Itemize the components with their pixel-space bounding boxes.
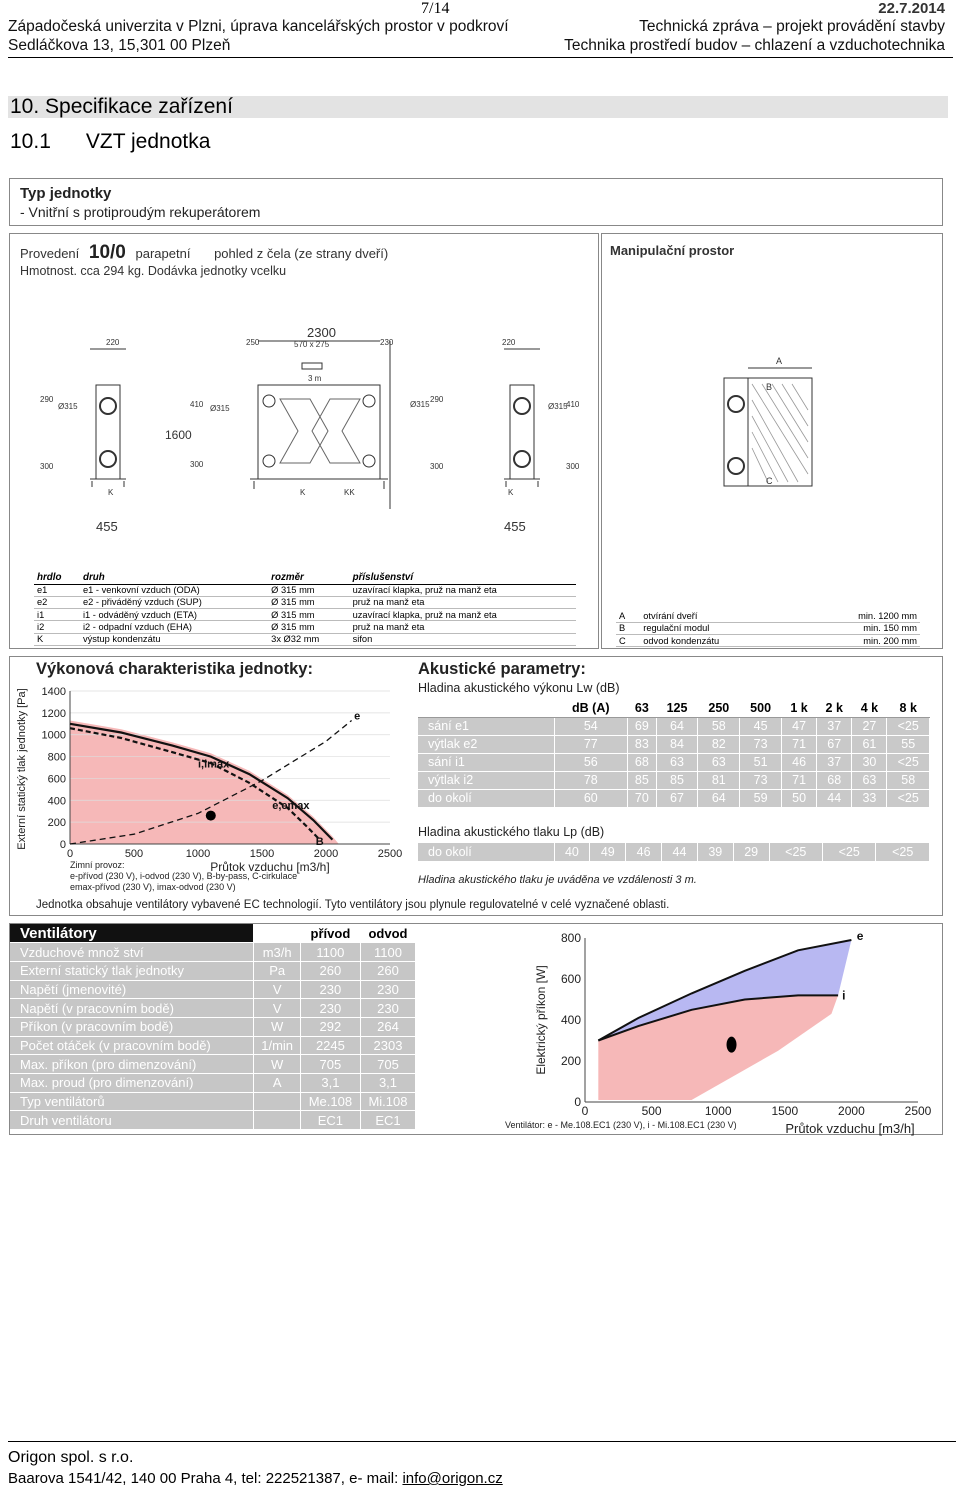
connection-cell: uzavírací klapka, pruž na manž eta — [350, 584, 576, 596]
dim-phi-front: Ø315 — [210, 404, 230, 413]
label-k-right: K — [508, 488, 514, 497]
y-axis-label: Externí statický tlak jednotky [Pa] — [16, 688, 28, 850]
acoustics-value: 81 — [698, 771, 740, 789]
fan-row — [10, 943, 416, 962]
fan-cell: A — [254, 1074, 300, 1093]
fan-row — [10, 999, 416, 1018]
acoustics-value: 78 — [554, 771, 628, 789]
fan-cell: 3,1 — [300, 1074, 360, 1093]
acoustics-pressure-table — [418, 843, 930, 862]
acoustics-value: 63 — [852, 771, 887, 789]
fan-cell: 3,1 — [360, 1074, 415, 1093]
unit-type-heading: Typ jednotky — [20, 185, 112, 202]
acoustics-value: 27 — [852, 717, 887, 735]
performance-box — [9, 656, 943, 916]
fan-cell: Externí statický tlak jednotky — [10, 961, 254, 980]
footer-email-link[interactable]: info@origon.cz — [402, 1470, 503, 1487]
manipulation-table — [616, 610, 920, 647]
label-a: A — [776, 356, 783, 366]
fans-box — [9, 923, 943, 1135]
fan-cell: Pa — [254, 961, 300, 980]
dim-total: 2300 — [307, 325, 336, 340]
label-k-front: K — [300, 488, 306, 497]
acoustics-value: 68 — [628, 753, 657, 771]
acoustics-row — [418, 789, 930, 807]
acoustics-heading: Akustické parametry: — [418, 660, 586, 678]
acoustics-value: 77 — [554, 735, 628, 753]
header-rule — [8, 57, 953, 58]
fan-cell: 705 — [300, 1055, 360, 1074]
acoustics-row — [418, 771, 930, 789]
footer-address-text: Baarova 1541/42, 140 00 Praha 4, tel: 222521387, e- mail: — [8, 1470, 403, 1487]
fan-row — [10, 1017, 416, 1036]
design-view: pohled z čela (ze strany dveří) — [214, 246, 389, 261]
x-axis-label: Průtok vzduchu [m3/h] — [785, 1121, 915, 1136]
manipulation-row — [616, 635, 920, 647]
fan-cell: Max. příkon (pro dimenzování) — [10, 1055, 254, 1074]
manipulation-cell: min. 1200 mm — [796, 610, 920, 622]
col-hrdlo: hrdlo — [34, 572, 80, 584]
chart-annotation: i — [842, 988, 846, 1003]
side-view-right — [510, 385, 534, 479]
power-chart — [490, 928, 940, 1136]
fans-heading: Ventilátory — [10, 924, 254, 943]
fan-cell: 1100 — [360, 943, 415, 962]
dim-455-right: 455 — [504, 519, 526, 534]
fan-cell: Vzduchové množ ství — [10, 943, 254, 962]
fan-cell: 1/min — [254, 1036, 300, 1055]
acoustics-value: 84 — [656, 735, 698, 753]
fan-cell: Napětí (jmenovité) — [10, 980, 254, 999]
drawing-box — [9, 233, 599, 649]
acoustics-value: 85 — [656, 771, 698, 789]
acoustics-value: 49 — [590, 843, 626, 861]
acoustics-value: 61 — [852, 735, 887, 753]
acoustics-pressure-sub: Hladina akustického tlaku Lp (dB) — [418, 825, 605, 839]
fan-cell: 2303 — [360, 1036, 415, 1055]
connection-cell: 3x Ø32 mm — [268, 633, 349, 645]
fan-cell: m3/h — [254, 943, 300, 962]
chart-annotation: B — [315, 836, 324, 849]
x-tick-label: 0 — [66, 848, 74, 860]
side-view-left — [96, 385, 120, 479]
x-tick-label: 500 — [124, 848, 144, 860]
acoustics-value: 46 — [626, 843, 662, 861]
x-tick-label: 0 — [581, 1104, 589, 1118]
fan-row — [10, 1092, 416, 1111]
acoustics-row-label: sání e1 — [418, 717, 554, 735]
acoustics-value: 37 — [817, 717, 852, 735]
footer-company: Origon spol. s r.o. — [8, 1449, 134, 1466]
document-date: 22.7.2014 — [878, 0, 945, 17]
acoustics-row-label: do okolí — [418, 789, 554, 807]
acoustics-col-header: 8 k — [887, 699, 930, 717]
x-tick-label: 1500 — [771, 1104, 799, 1118]
note-legend-1: e-přívod (230 V), i-odvod (230 V), B-by-pass, C-cirkulace — [70, 871, 298, 881]
y-tick-label: 200 — [560, 1054, 581, 1068]
acoustics-value: 54 — [554, 717, 628, 735]
fan-cell — [254, 1111, 300, 1130]
y-tick-label: 0 — [574, 1095, 581, 1109]
acoustics-col-header: 500 — [740, 699, 782, 717]
dim-230: 230 — [380, 338, 394, 347]
acoustics-value: 33 — [852, 789, 887, 807]
footer-address — [8, 1470, 503, 1487]
fan-cell: Me.108 — [300, 1092, 360, 1111]
manipulation-cell: min. 200 mm — [796, 635, 920, 647]
x-tick-label: 1000 — [704, 1104, 732, 1118]
y-tick-label: 200 — [47, 817, 66, 830]
acoustics-value: 70 — [628, 789, 657, 807]
acoustics-col-header: 1 k — [782, 699, 817, 717]
x-tick-label: 1500 — [249, 848, 275, 860]
fan-cell: Druh ventilátoru — [10, 1111, 254, 1130]
acoustics-value: 64 — [698, 789, 740, 807]
dim-cable: 3 m — [308, 374, 322, 383]
x-tick-label: 2500 — [377, 848, 403, 860]
acoustics-value: 29 — [733, 843, 769, 861]
connection-cell: uzavírací klapka, pruž na manž eta — [350, 609, 576, 621]
unit-type-box — [9, 178, 943, 226]
fan-cell: 260 — [300, 961, 360, 980]
chart-annotation: e,emax — [272, 800, 310, 813]
fan-row — [10, 1055, 416, 1074]
chart-annotation: e — [856, 929, 864, 944]
dim-opening: 570 x 275 — [294, 340, 330, 349]
y-tick-label: 600 — [47, 773, 66, 786]
acoustics-value: 56 — [554, 753, 628, 771]
acoustics-value: 30 — [852, 753, 887, 771]
acoustics-value: 63 — [698, 753, 740, 771]
fan-cell: 264 — [360, 1017, 415, 1036]
x-axis-label: Průtok vzduchu [m3/h] — [210, 860, 330, 874]
acoustics-value: 44 — [817, 789, 852, 807]
acoustics-value: 59 — [740, 789, 782, 807]
fan-cell: Max. proud (pro dimenzování) — [10, 1074, 254, 1093]
fan-cell: EC1 — [360, 1111, 415, 1130]
connection-cell: i1 - odváděný vzduch (ETA) — [80, 609, 268, 621]
design-suffix: parapetní — [135, 246, 191, 261]
label-kk: KK — [344, 488, 355, 497]
fan-row — [10, 980, 416, 999]
fan-cell: 230 — [300, 980, 360, 999]
dim-1600: 1600 — [165, 428, 192, 442]
x-tick-label: 2000 — [313, 848, 339, 860]
acoustics-row — [418, 753, 930, 771]
fan-cell: 705 — [360, 1055, 415, 1074]
acoustics-row-label: výtlak i2 — [418, 771, 554, 789]
fan-cell: V — [254, 999, 300, 1018]
acoustics-value: 73 — [740, 771, 782, 789]
y-tick-label: 800 — [560, 931, 581, 945]
connection-cell: Ø 315 mm — [268, 621, 349, 633]
dim-phi-left: Ø315 — [58, 402, 78, 411]
acoustics-value: 51 — [740, 753, 782, 771]
acoustics-value: 39 — [697, 843, 733, 861]
y-tick-label: 600 — [560, 972, 581, 986]
connection-cell: Ø 315 mm — [268, 609, 349, 621]
subsection-title: 10.1 VZT jednotka — [10, 130, 211, 153]
fans-unit-col — [254, 924, 300, 943]
acoustics-col-header: dB (A) — [554, 699, 628, 717]
connections-table — [34, 572, 576, 646]
acoustics-value: 45 — [740, 717, 782, 735]
y-axis-label: Elektrický příkon [W] — [534, 965, 548, 1075]
fan-cell: Počet otáček (v pracovním bodě) — [10, 1036, 254, 1055]
acoustics-value: 83 — [628, 735, 657, 753]
manipulation-cell: odvod kondenzátu — [640, 635, 796, 647]
fan-cell: 230 — [300, 999, 360, 1018]
dim-phi-right: Ø315 — [548, 402, 568, 411]
acoustics-value: 50 — [782, 789, 817, 807]
connection-cell: K — [34, 633, 80, 645]
manipulation-heading: Manipulační prostor — [610, 243, 735, 258]
acoustics-note: Hladina akustického tlaku je uváděna ve vzdálenosti 3 m. — [418, 874, 697, 886]
x-tick-label: 2500 — [904, 1104, 932, 1118]
acoustics-value: 55 — [887, 735, 930, 753]
acoustics-value: 71 — [782, 735, 817, 753]
fan-cell: W — [254, 1055, 300, 1074]
connection-cell: e2 - přiváděný vzduch (SUP) — [80, 596, 268, 608]
fan-cell: W — [254, 1017, 300, 1036]
fan-row — [10, 1111, 416, 1130]
fans-table — [10, 924, 416, 1130]
acoustics-value: 64 — [656, 717, 698, 735]
header-report-type: Technická zpráva – projekt provádění stavby — [639, 18, 945, 35]
dim-phi-front-r: Ø315 — [410, 400, 430, 409]
acoustics-power-sub: Hladina akustického výkonu Lw (dB) — [418, 681, 620, 695]
connection-cell: pruž na manž eta — [350, 621, 576, 633]
dim-300-left: 300 — [40, 462, 54, 471]
manipulation-box — [601, 233, 943, 649]
acoustics-col-header: 63 — [628, 699, 657, 717]
design-prefix: Provedení — [20, 246, 80, 261]
dim-410-front: 410 — [190, 400, 204, 409]
fans-header-row — [10, 924, 416, 943]
weight-note: Hmotnost. cca 294 kg. Dodávka jednotky vcelku — [20, 264, 287, 278]
acoustics-value: 69 — [628, 717, 657, 735]
acoustics-value: 44 — [662, 843, 698, 861]
acoustics-value: 67 — [817, 735, 852, 753]
acoustics-value: <25 — [887, 789, 930, 807]
acoustics-col-header: 250 — [698, 699, 740, 717]
fan-row — [10, 1036, 416, 1055]
dim-410-right: 410 — [566, 400, 580, 409]
acoustics-value: 37 — [817, 753, 852, 771]
dim-290-left: 290 — [40, 395, 54, 404]
dim-455-left: 455 — [96, 519, 118, 534]
performance-footer: Jednotka obsahuje ventilátory vybavené EC technologií. Tyto ventilátory jsou plynule regulovatelné v celé vyznačené oblasti. — [36, 899, 670, 911]
section-title: 10. Specifikace zařízení — [10, 95, 233, 118]
manipulation-cell: regulační modul — [640, 622, 796, 634]
acoustics-row — [418, 735, 930, 753]
manipulation-drawing — [602, 354, 942, 504]
connection-cell: e1 - venkovní vzduch (ODA) — [80, 584, 268, 596]
page-number: 7/14 — [421, 0, 450, 17]
acoustics-value: 73 — [740, 735, 782, 753]
manipulation-cell: A — [616, 610, 640, 622]
acoustics-col-header: 4 k — [852, 699, 887, 717]
chart-annotation: e — [354, 710, 361, 723]
unit-type-description: - Vnitřní s protiproudým rekuperátorem — [20, 204, 261, 220]
acoustics-value: 67 — [656, 789, 698, 807]
manipulation-row — [616, 610, 920, 622]
connection-cell: výstup kondenzátu — [80, 633, 268, 645]
note-legend-2: emax-přívod (230 V), imax-odvod (230 V) — [70, 882, 236, 892]
unit-drawing — [10, 319, 598, 559]
acoustics-value: 46 — [782, 753, 817, 771]
manipulation-cell: min. 150 mm — [796, 622, 920, 634]
x-tick-label: 500 — [641, 1104, 662, 1118]
y-tick-label: 1200 — [41, 707, 66, 720]
power-chart-footer: Ventilátor: e - Me.108.EC1 (230 V), i - Mi.108.EC1 (230 V) — [505, 1120, 737, 1130]
connection-cell: e1 — [34, 584, 80, 596]
col-druh: druh — [80, 572, 268, 584]
performance-notes — [70, 860, 297, 893]
fan-cell: EC1 — [300, 1111, 360, 1130]
connection-row — [34, 609, 576, 621]
acoustics-value: 58 — [698, 717, 740, 735]
fan-cell: Napětí (v pracovním bodě) — [10, 999, 254, 1018]
acoustics-value: 82 — [698, 735, 740, 753]
operating-point — [206, 811, 216, 821]
acoustics-row-label: výtlak e2 — [418, 735, 554, 753]
fans-col-exhaust: odvod — [360, 924, 415, 943]
fan-cell: Typ ventilátorů — [10, 1092, 254, 1111]
col-rozmer: rozměr — [268, 572, 349, 584]
front-view — [258, 385, 380, 479]
connection-row — [34, 621, 576, 633]
connection-cell: e2 — [34, 596, 80, 608]
fan-row — [10, 1074, 416, 1093]
fan-cell: 260 — [360, 961, 415, 980]
header-address: Sedláčkova 13, 15,301 00 Plzeň — [8, 37, 231, 54]
label-c: C — [766, 476, 773, 486]
fan-cell: Mi.108 — [360, 1092, 415, 1111]
y-tick-label: 400 — [47, 795, 66, 808]
connection-cell: Ø 315 mm — [268, 596, 349, 608]
acoustics-row — [418, 843, 930, 861]
dim-300-front-r: 300 — [430, 462, 444, 471]
acoustics-value: 47 — [782, 717, 817, 735]
acoustics-row-label: do okolí — [418, 843, 554, 861]
dim-250: 250 — [246, 338, 260, 347]
acoustics-power-table — [418, 699, 930, 808]
manipulation-cell: B — [616, 622, 640, 634]
acoustics-corner-cell — [418, 699, 554, 717]
acoustics-value: 60 — [554, 789, 628, 807]
acoustics-value: 85 — [628, 771, 657, 789]
connection-row — [34, 584, 576, 596]
acoustics-value: <25 — [887, 753, 930, 771]
x-tick-label: 1000 — [185, 848, 211, 860]
dim-290-front: 290 — [430, 395, 444, 404]
connection-cell: i2 — [34, 621, 80, 633]
dim-300-front: 300 — [190, 460, 204, 469]
acoustics-value: <25 — [769, 843, 822, 861]
acoustics-value: <25 — [887, 717, 930, 735]
fan-row — [10, 961, 416, 980]
dim-220-left: 220 — [106, 338, 120, 347]
acoustics-value: 68 — [817, 771, 852, 789]
connection-cell: i2 - odpadní vzduch (EHA) — [80, 621, 268, 633]
connection-row — [34, 596, 576, 608]
chart-annotation: i,imax — [198, 758, 230, 771]
x-tick-label: 2000 — [838, 1104, 865, 1118]
acoustics-col-header: 2 k — [817, 699, 852, 717]
acoustics-value: <25 — [823, 843, 876, 861]
dim-300-right: 300 — [566, 462, 580, 471]
connection-cell: pruž na manž eta — [350, 596, 576, 608]
acoustics-value: 40 — [554, 843, 590, 861]
fan-cell — [254, 1092, 300, 1111]
manipulation-cell: otvírání dveří — [640, 610, 796, 622]
dim-220-right: 220 — [502, 338, 516, 347]
manipulation-row — [616, 622, 920, 634]
connection-cell: i1 — [34, 609, 80, 621]
acoustics-col-header: 125 — [656, 699, 698, 717]
connection-row — [34, 633, 576, 645]
acoustics-value: 71 — [782, 771, 817, 789]
fan-cell: 1100 — [300, 943, 360, 962]
manipulation-cell: C — [616, 635, 640, 647]
y-tick-label: 1400 — [41, 686, 66, 698]
footer-rule — [8, 1441, 956, 1442]
header-project: Západočeská univerzita v Plzni, úprava kancelářských prostor v podkroví — [8, 18, 509, 35]
label-k-left: K — [108, 488, 114, 497]
y-tick-label: 800 — [47, 751, 66, 764]
col-prislusenstvi: příslušenství — [350, 572, 576, 584]
connections-header-row — [34, 572, 576, 584]
operating-area — [70, 721, 339, 844]
operating-point — [727, 1037, 737, 1053]
acoustics-value: <25 — [876, 843, 930, 861]
acoustics-value: 58 — [887, 771, 930, 789]
y-tick-label: 1000 — [41, 729, 66, 742]
performance-heading: Výkonová charakteristika jednotky: — [36, 660, 313, 678]
acoustics-row — [418, 717, 930, 735]
fan-cell: 292 — [300, 1017, 360, 1036]
y-tick-label: 400 — [560, 1013, 581, 1027]
power-area-i — [598, 995, 838, 1100]
connection-cell: sifon — [350, 633, 576, 645]
acoustics-row-label: sání i1 — [418, 753, 554, 771]
fan-cell: 2245 — [300, 1036, 360, 1055]
fan-cell: 230 — [360, 999, 415, 1018]
connection-cell: Ø 315 mm — [268, 584, 349, 596]
fan-cell: 230 — [360, 980, 415, 999]
fan-cell: Příkon (v pracovním bodě) — [10, 1017, 254, 1036]
acoustics-value: 63 — [656, 753, 698, 771]
label-b: B — [766, 382, 773, 392]
design-code: 10/0 — [88, 242, 126, 263]
y-tick-label: 0 — [59, 839, 66, 851]
header-discipline: Technika prostředí budov – chlazení a vzduchotechnika — [564, 37, 945, 54]
note-winter: Zimní provoz: — [70, 860, 125, 870]
fans-col-supply: přívod — [300, 924, 360, 943]
fan-cell: V — [254, 980, 300, 999]
